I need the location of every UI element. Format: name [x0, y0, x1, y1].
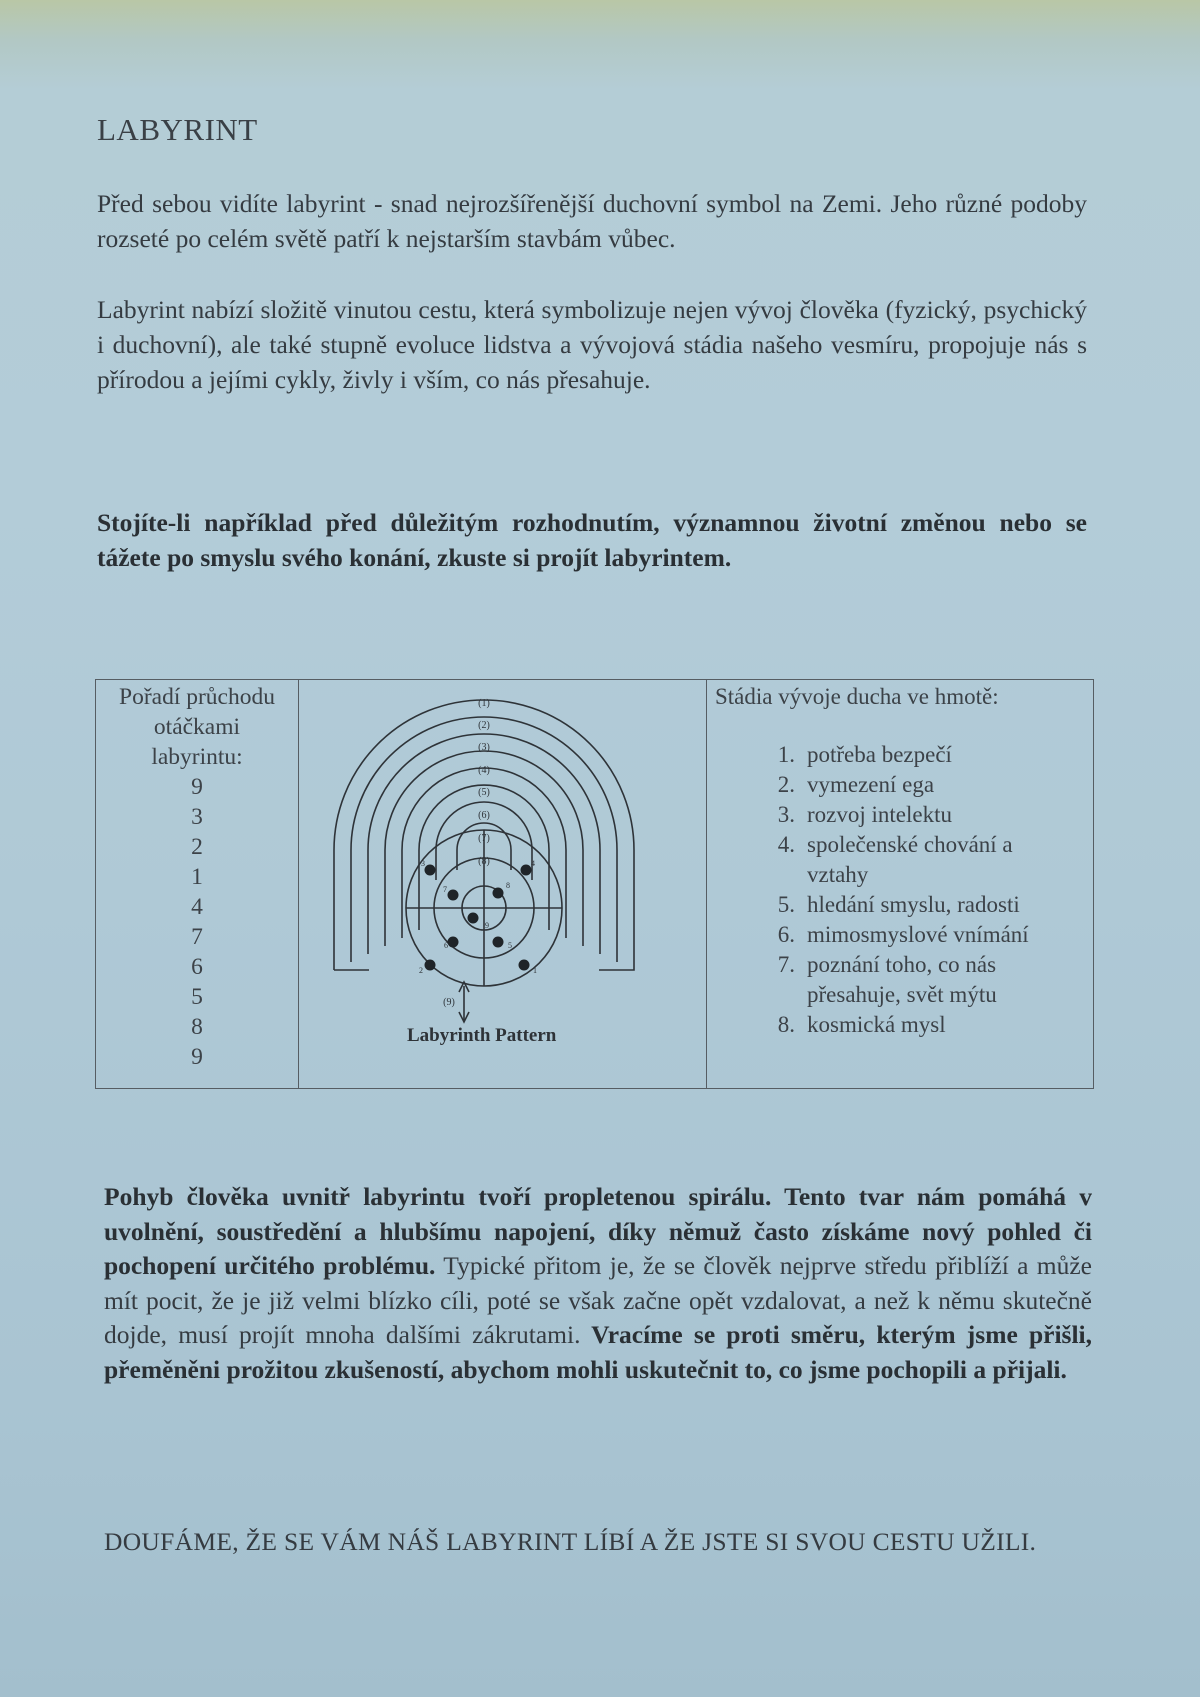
stage-number: 8.	[777, 1012, 795, 1037]
symbolism-paragraph: Labyrint nabízí složitě vinutou cestu, která symbolizuje nejen vývoj člověka (fyzický, psychický i duchovní), ale také stupně evoluce lidstva a vývojová stádia našeho vesmíru, propojuje nás s přírodou a jejími cykly, živly i vším, co nás přesahuje.	[97, 295, 1087, 394]
sequence-item: 7	[191, 924, 203, 950]
stage-item	[715, 890, 1085, 920]
ring-label: (6)	[478, 810, 490, 821]
node-label: 3	[421, 859, 425, 868]
entry-label: (9)	[443, 997, 455, 1008]
ring-label: (5)	[478, 787, 490, 798]
ring-label: (8)	[478, 856, 490, 867]
stage-text: vztahy	[807, 862, 869, 887]
node-label: 2	[419, 966, 423, 975]
stage-item	[715, 920, 1085, 950]
invitation-paragraph: Stojíte-li například před důležitým rozhodnutím, významnou životní změnou nebo se tážete po smyslu svého konání, zkuste si projít labyrintem.	[97, 508, 1087, 572]
node-label: 6	[444, 941, 448, 950]
sequence-item: 2	[191, 834, 203, 860]
labyrinth-table	[95, 679, 1094, 1089]
ring-label: (1)	[478, 698, 490, 709]
sequence-item: 1	[191, 864, 203, 890]
node-label: 8	[506, 881, 510, 890]
stage-number: 7.	[777, 952, 795, 977]
stage-text: potřeba bezpečí	[807, 742, 952, 767]
labyrinth-nodes	[425, 865, 532, 971]
diagram-caption: Labyrinth Pattern	[407, 1025, 557, 1046]
ring-label: (2)	[478, 720, 490, 731]
stage-text: rozvoj intelektu	[807, 802, 952, 827]
stages-header: Stádia vývoje ducha ve hmotě:	[715, 684, 999, 709]
stage-text: společenské chování a	[807, 832, 1013, 857]
stage-text: poznání toho, co nás	[807, 952, 997, 977]
sequence-item: 5	[191, 984, 203, 1010]
stage-number: 1.	[777, 742, 795, 767]
sequence-column	[96, 680, 299, 1089]
sequence-item: 9	[191, 774, 203, 800]
movement-bold-text-2: Vracíme se proti směru, kterým jsme přišli, přeměněni prožitou zkušeností, abychom mohli uskutečnit to, co jsme pochopili a přijali.	[104, 1320, 1092, 1384]
node-label: 4	[531, 859, 535, 868]
stage-item	[715, 1010, 1085, 1040]
stage-number: 3.	[777, 802, 795, 827]
stage-text: kosmická mysl	[807, 1012, 946, 1037]
stage-number: 4.	[777, 832, 795, 857]
movement-normal-text: Typické přitom je, že se člověk nejprve středu přiblíží a může mít pocit, že je již velmi blízko cíli, poté se však začne opět vzdalovat, a než k němu skutečně dojde, musí projít mnoha dalšími zákrutami.	[104, 1251, 1092, 1349]
sequence-item: 6	[191, 954, 203, 980]
sequence-item: 3	[191, 804, 203, 830]
sequence-item: 9	[191, 1044, 203, 1070]
stage-text: mimosmyslové vnímání	[807, 922, 1029, 947]
stage-item	[715, 830, 1085, 890]
node-label: 5	[508, 941, 512, 950]
node-label: 1	[533, 966, 537, 975]
closing-message: DOUFÁME, ŽE SE VÁM NÁŠ LABYRINT LÍBÍ A ŽE JSTE SI SVOU CESTU UŽILI.	[104, 1527, 1037, 1556]
node-label: 7	[443, 885, 447, 894]
stage-text: hledání smyslu, radosti	[807, 892, 1020, 917]
node-label: 9	[485, 921, 489, 930]
stages-column	[707, 680, 1094, 1089]
sequence-item: 4	[191, 894, 203, 920]
ring-label: (7)	[478, 833, 490, 844]
intro-paragraph: Před sebou vidíte labyrint - snad nejrozšířenější duchovní symbol na Zemi. Jeho různé podoby rozseté po celém světě patří k nejstarším stavbám vůbec.	[97, 189, 1087, 253]
sequence-header-line: Pořadí průchodu	[119, 684, 275, 710]
movement-bold-text: Pohyb člověka uvnitř labyrintu tvoří propletenou spirálu. Tento tvar nám pomáhá v uvolnění, soustředění a hlubšímu napojení, díky němuž často získáme nový pohled či pochopení určitého problému.	[104, 1182, 1092, 1280]
ring-label: (4)	[478, 765, 490, 776]
stage-text: vymezení ega	[807, 772, 935, 797]
stage-item	[715, 770, 1085, 800]
sequence-header-line: otáčkami	[153, 714, 241, 740]
movement-paragraph	[104, 1180, 1092, 1387]
sequence-item: 8	[191, 1014, 203, 1040]
page-title: LABYRINT	[97, 112, 258, 147]
sequence-header-line: labyrintu:	[151, 744, 243, 770]
stage-item	[715, 740, 1085, 770]
stage-text: přesahuje, svět mýtu	[807, 982, 997, 1007]
stage-number: 5.	[777, 892, 795, 917]
stage-item	[715, 800, 1085, 830]
labyrinth-diagram-cell	[299, 680, 707, 1089]
ring-label: (3)	[478, 742, 490, 753]
stage-item	[715, 950, 1085, 1010]
stage-number: 2.	[777, 772, 795, 797]
stage-number: 6.	[777, 922, 795, 947]
